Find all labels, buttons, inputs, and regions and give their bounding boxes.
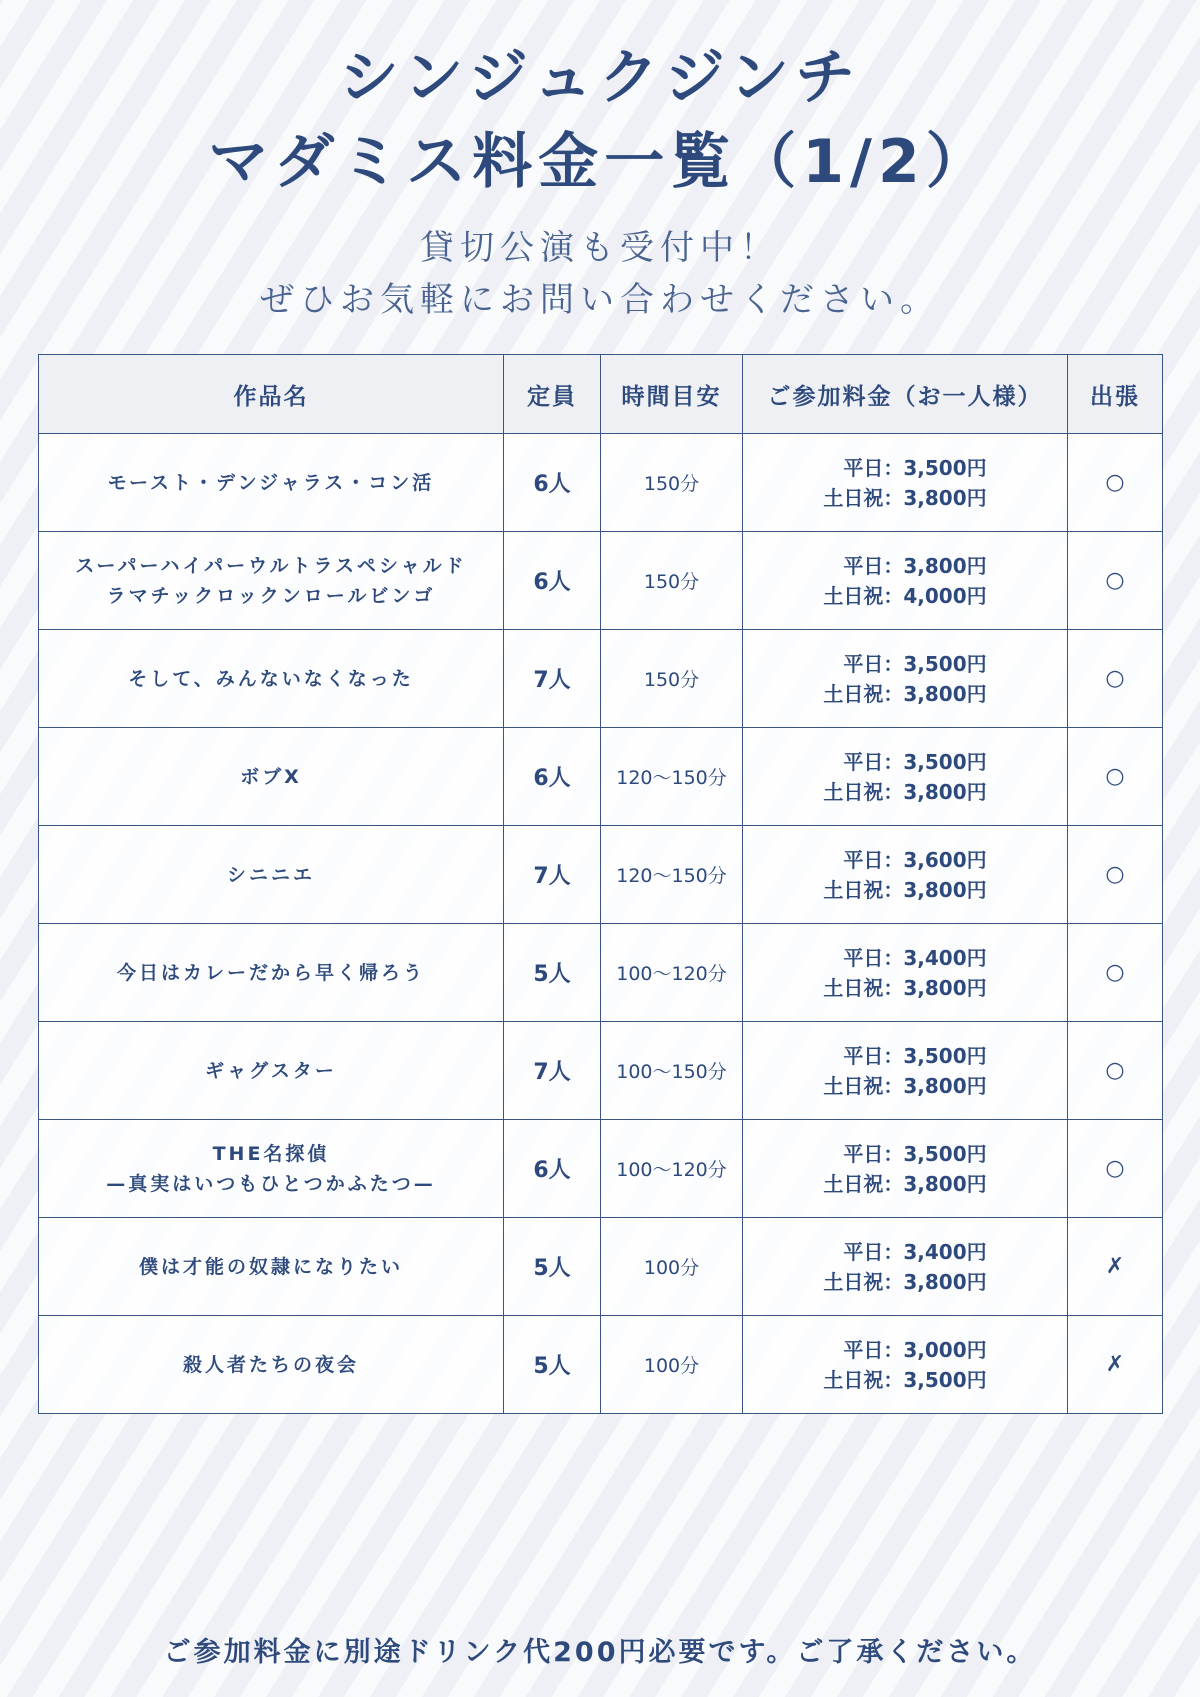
- title-line: 殺人者たちの夜会: [182, 1353, 359, 1376]
- column-header-capacity: 定員: [504, 355, 601, 434]
- cell-title: [39, 728, 504, 826]
- cell-time: 100〜120分: [601, 1120, 743, 1218]
- cell-title: [39, 630, 504, 728]
- holiday-price: 土日祝：3,800円: [823, 1171, 987, 1196]
- cell-price: [743, 434, 1068, 532]
- weekday-price: 平日：3,000円: [843, 1337, 987, 1362]
- holiday-price: 土日祝：3,800円: [823, 485, 987, 510]
- available-circle-icon: ○: [1105, 470, 1125, 495]
- page-subtitle: [0, 222, 1200, 326]
- price-lines: [823, 747, 986, 807]
- table-row: [39, 728, 1163, 826]
- cell-trip: [1068, 1022, 1163, 1120]
- available-circle-icon: ○: [1105, 1058, 1125, 1083]
- cell-capacity: 7人: [504, 1022, 601, 1120]
- cell-trip: [1068, 1120, 1163, 1218]
- price-lines: [823, 845, 986, 905]
- holiday-price: 土日祝：3,800円: [823, 779, 987, 804]
- price-lines: [823, 649, 986, 709]
- holiday-price: 土日祝：4,000円: [823, 583, 987, 608]
- cell-time: 150分: [601, 434, 743, 532]
- cell-trip: [1068, 924, 1163, 1022]
- cell-time: 100分: [601, 1316, 743, 1414]
- table-row: [39, 924, 1163, 1022]
- cell-time: 150分: [601, 532, 743, 630]
- price-lines: [823, 1335, 986, 1395]
- weekday-price: 平日：3,400円: [843, 1239, 987, 1264]
- weekday-price: 平日：3,500円: [843, 1141, 987, 1166]
- footer-note: ご参加料金に別途ドリンク代200円必要です。ご了承ください。: [163, 1637, 1037, 1668]
- available-circle-icon: ○: [1105, 666, 1125, 691]
- cell-time: 100分: [601, 1218, 743, 1316]
- title-line: モースト・デンジャラス・コン活: [107, 471, 435, 494]
- cell-trip: [1068, 728, 1163, 826]
- cell-price: [743, 924, 1068, 1022]
- holiday-price: 土日祝：3,800円: [823, 975, 987, 1000]
- table-row: [39, 1316, 1163, 1414]
- weekday-price: 平日：3,600円: [843, 847, 987, 872]
- title-line: シニニエ: [226, 863, 315, 886]
- available-circle-icon: ○: [1105, 960, 1125, 985]
- unavailable-cross-icon: ✗: [1105, 1254, 1125, 1279]
- title-line: そして、みんないなくなった: [128, 667, 414, 690]
- cell-price: [743, 1218, 1068, 1316]
- cell-time: 150分: [601, 630, 743, 728]
- column-header-trip: 出張: [1068, 355, 1163, 434]
- weekday-price: 平日：3,500円: [843, 1043, 987, 1068]
- table-row: [39, 1218, 1163, 1316]
- cell-title: [39, 826, 504, 924]
- cell-title: [39, 1316, 504, 1414]
- title-line-2: マダミス料金一覧（1/2）: [208, 127, 992, 197]
- weekday-price: 平日：3,800円: [843, 553, 987, 578]
- cell-price: [743, 1022, 1068, 1120]
- cell-title: [39, 1120, 504, 1218]
- table-row: [39, 434, 1163, 532]
- cell-price: [743, 532, 1068, 630]
- cell-price: [743, 826, 1068, 924]
- cell-trip: [1068, 630, 1163, 728]
- price-lines: [823, 1139, 986, 1199]
- title-line: THE名探偵: [212, 1142, 330, 1165]
- table-header-row: [39, 355, 1163, 434]
- cell-time: 120〜150分: [601, 826, 743, 924]
- cell-price: [743, 1120, 1068, 1218]
- available-circle-icon: ○: [1105, 1156, 1125, 1181]
- price-table: [38, 354, 1163, 1414]
- cell-price: [743, 1316, 1068, 1414]
- table-row: [39, 532, 1163, 630]
- cell-trip: [1068, 434, 1163, 532]
- price-lines: [823, 453, 986, 513]
- weekday-price: 平日：3,400円: [843, 945, 987, 970]
- unavailable-cross-icon: ✗: [1105, 1352, 1125, 1377]
- cell-price: [743, 630, 1068, 728]
- title-line-1: シンジュクジンチ: [338, 43, 862, 113]
- holiday-price: 土日祝：3,800円: [823, 1269, 987, 1294]
- cell-capacity: 6人: [504, 728, 601, 826]
- available-circle-icon: ○: [1105, 862, 1125, 887]
- subtitle-line-1: 貸切公演も受付中！: [420, 228, 780, 268]
- price-lines: [823, 1237, 986, 1297]
- cell-capacity: 7人: [504, 826, 601, 924]
- title-line: ボブX: [240, 765, 302, 788]
- cell-trip: [1068, 532, 1163, 630]
- title-line: 僕は才能の奴隷になりたい: [138, 1255, 403, 1278]
- cell-capacity: 6人: [504, 1120, 601, 1218]
- cell-capacity: 5人: [504, 1218, 601, 1316]
- cell-capacity: 6人: [504, 532, 601, 630]
- cell-title: [39, 1218, 504, 1316]
- cell-capacity: 5人: [504, 924, 601, 1022]
- holiday-price: 土日祝：3,800円: [823, 681, 987, 706]
- cell-title: [39, 924, 504, 1022]
- cell-time: 120〜150分: [601, 728, 743, 826]
- cell-title: [39, 434, 504, 532]
- available-circle-icon: ○: [1105, 764, 1125, 789]
- title-line: ラマチックロックンロールビンゴ: [106, 584, 436, 607]
- cell-trip: [1068, 826, 1163, 924]
- cell-capacity: 7人: [504, 630, 601, 728]
- column-header-time: 時間目安: [601, 355, 743, 434]
- subtitle-line-2: ぜひお気軽にお問い合わせください。: [260, 280, 940, 320]
- table-row: [39, 1022, 1163, 1120]
- table-row: [39, 826, 1163, 924]
- column-header-price: ご参加料金（お一人様）: [743, 355, 1068, 434]
- cell-title: [39, 1022, 504, 1120]
- cell-time: 100〜150分: [601, 1022, 743, 1120]
- weekday-price: 平日：3,500円: [843, 749, 987, 774]
- available-circle-icon: ○: [1105, 568, 1125, 593]
- title-line: スーパーハイパーウルトラスペシャルド: [75, 554, 467, 577]
- weekday-price: 平日：3,500円: [843, 651, 987, 676]
- table-body: [39, 434, 1163, 1414]
- cell-capacity: 6人: [504, 434, 601, 532]
- weekday-price: 平日：3,500円: [843, 455, 987, 480]
- cell-time: 100〜120分: [601, 924, 743, 1022]
- price-lines: [823, 551, 986, 611]
- holiday-price: 土日祝：3,800円: [823, 877, 987, 902]
- cell-capacity: 5人: [504, 1316, 601, 1414]
- table-row: [39, 630, 1163, 728]
- page-title: [0, 36, 1200, 204]
- cell-trip: [1068, 1316, 1163, 1414]
- holiday-price: 土日祝：3,800円: [823, 1073, 987, 1098]
- title-line: —真実はいつもひとつかふたつ—: [106, 1172, 436, 1195]
- price-lines: [823, 1041, 986, 1101]
- title-line: ギャグスター: [205, 1059, 337, 1082]
- table-row: [39, 1120, 1163, 1218]
- price-lines: [823, 943, 986, 1003]
- holiday-price: 土日祝：3,500円: [823, 1367, 987, 1392]
- cell-price: [743, 728, 1068, 826]
- column-header-title: 作品名: [39, 355, 504, 434]
- cell-trip: [1068, 1218, 1163, 1316]
- title-line: 今日はカレーだから早く帰ろう: [116, 961, 425, 984]
- cell-title: [39, 532, 504, 630]
